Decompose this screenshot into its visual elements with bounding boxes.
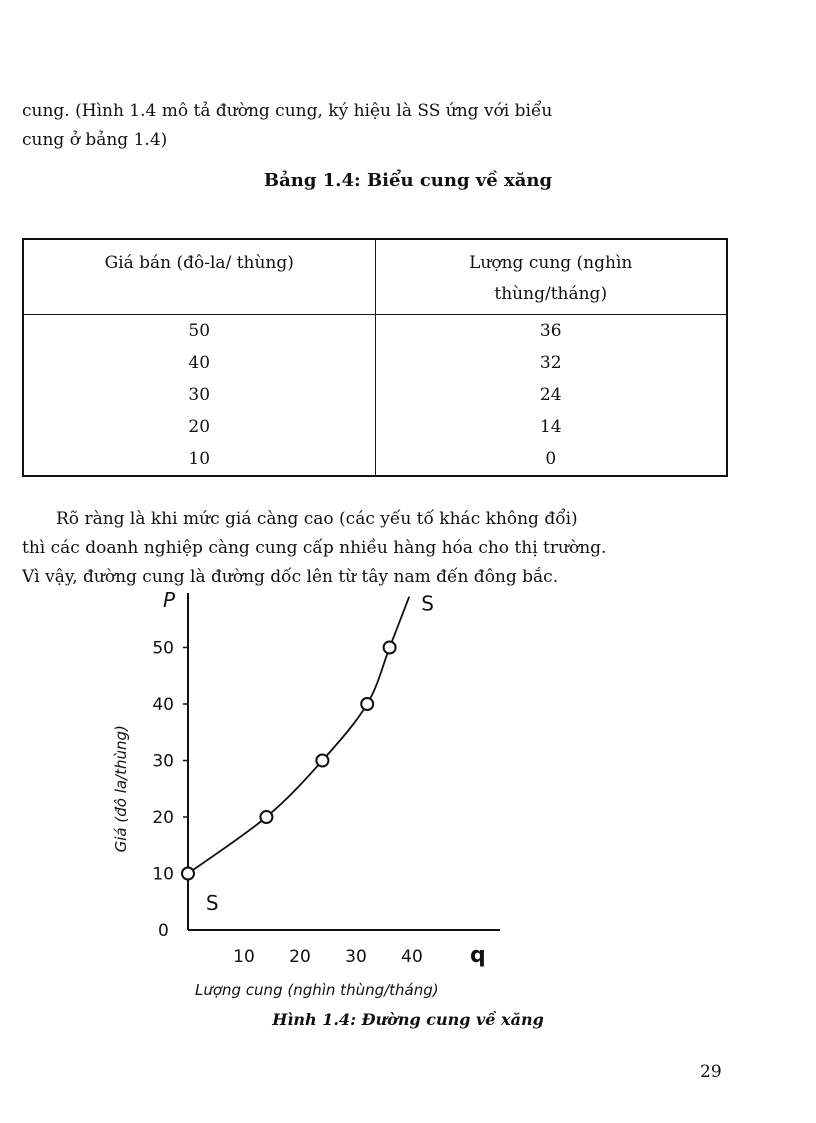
price-cell: 20: [23, 411, 375, 443]
body-paragraph: [22, 505, 730, 592]
body-line-2: thì các doanh nghiệp càng cung cấp nhiều hàng hóa cho thị trường.: [22, 538, 607, 558]
quantity-cell: 0: [545, 449, 557, 469]
price-cell: 30: [23, 379, 375, 411]
quantity-header-line-2: thùng/tháng): [494, 284, 608, 304]
x-axis-label: Lượng cung (nghìn thùng/tháng): [194, 981, 439, 999]
curve-label-lower: S: [205, 891, 219, 916]
table-row: [23, 443, 727, 476]
page-number: 29: [700, 1062, 722, 1082]
x-axis-symbol: q: [470, 943, 486, 968]
intro-line-1: cung. (Hình 1.4 mô tả đường cung, ký hiệu là SS ứng với biểu: [22, 101, 553, 121]
y-tick-label: 50: [152, 638, 174, 659]
y-tick-label: 30: [152, 751, 174, 772]
quantity-cell: 24: [539, 385, 562, 405]
supply-curve-chart: [100, 585, 620, 1010]
table-header-row: [23, 239, 727, 315]
table-row: [23, 315, 727, 348]
supply-curve-line: [188, 597, 409, 874]
price-cell: 40: [23, 347, 375, 379]
y-tick-label: 20: [152, 808, 174, 828]
table-row: [23, 411, 727, 443]
table-title: Bảng 1.4: Biểu cung về xăng: [263, 170, 553, 191]
data-point: [182, 868, 194, 880]
table-row: [23, 347, 727, 379]
data-point: [316, 755, 328, 767]
x-tick-label: 40: [401, 947, 423, 967]
price-cell: 10: [23, 443, 375, 476]
x-tick-label: 30: [345, 947, 367, 967]
quantity-column-header: [375, 239, 727, 315]
price-column-header: Giá bán (đô-la/ thùng): [23, 239, 375, 315]
curve-label-upper: S: [421, 591, 434, 616]
table-row: [23, 379, 727, 411]
quantity-cell: 36: [539, 321, 562, 341]
y-axis-label: Giá (đô la/thùng): [112, 725, 130, 853]
origin-label: 0: [158, 921, 169, 941]
y-tick-label: 40: [152, 695, 174, 715]
data-point: [361, 698, 373, 710]
x-tick-label: 20: [289, 947, 311, 967]
quantity-header-line-1: Lượng cung (nghìn: [469, 253, 633, 273]
data-point: [260, 811, 272, 823]
supply-table: [22, 238, 728, 477]
price-cell: 50: [23, 315, 375, 348]
intro-line-2: cung ở bảng 1.4): [22, 130, 168, 150]
y-axis-symbol: P: [163, 588, 176, 612]
data-point: [384, 642, 396, 654]
quantity-cell: 32: [539, 353, 562, 373]
figure-caption: Hình 1.4: Đường cung về xăng: [272, 1010, 544, 1029]
body-line-3: Vì vậy, đường cung là đường dốc lên từ tây nam đến đông bắc.: [22, 567, 559, 587]
x-tick-label: 10: [233, 947, 255, 967]
quantity-cell: 14: [539, 417, 562, 437]
y-tick-label: 10: [152, 864, 174, 885]
body-line-1: Rõ ràng là khi mức giá càng cao (các yếu tố khác không đổi): [56, 509, 578, 529]
intro-paragraph: [22, 97, 730, 155]
